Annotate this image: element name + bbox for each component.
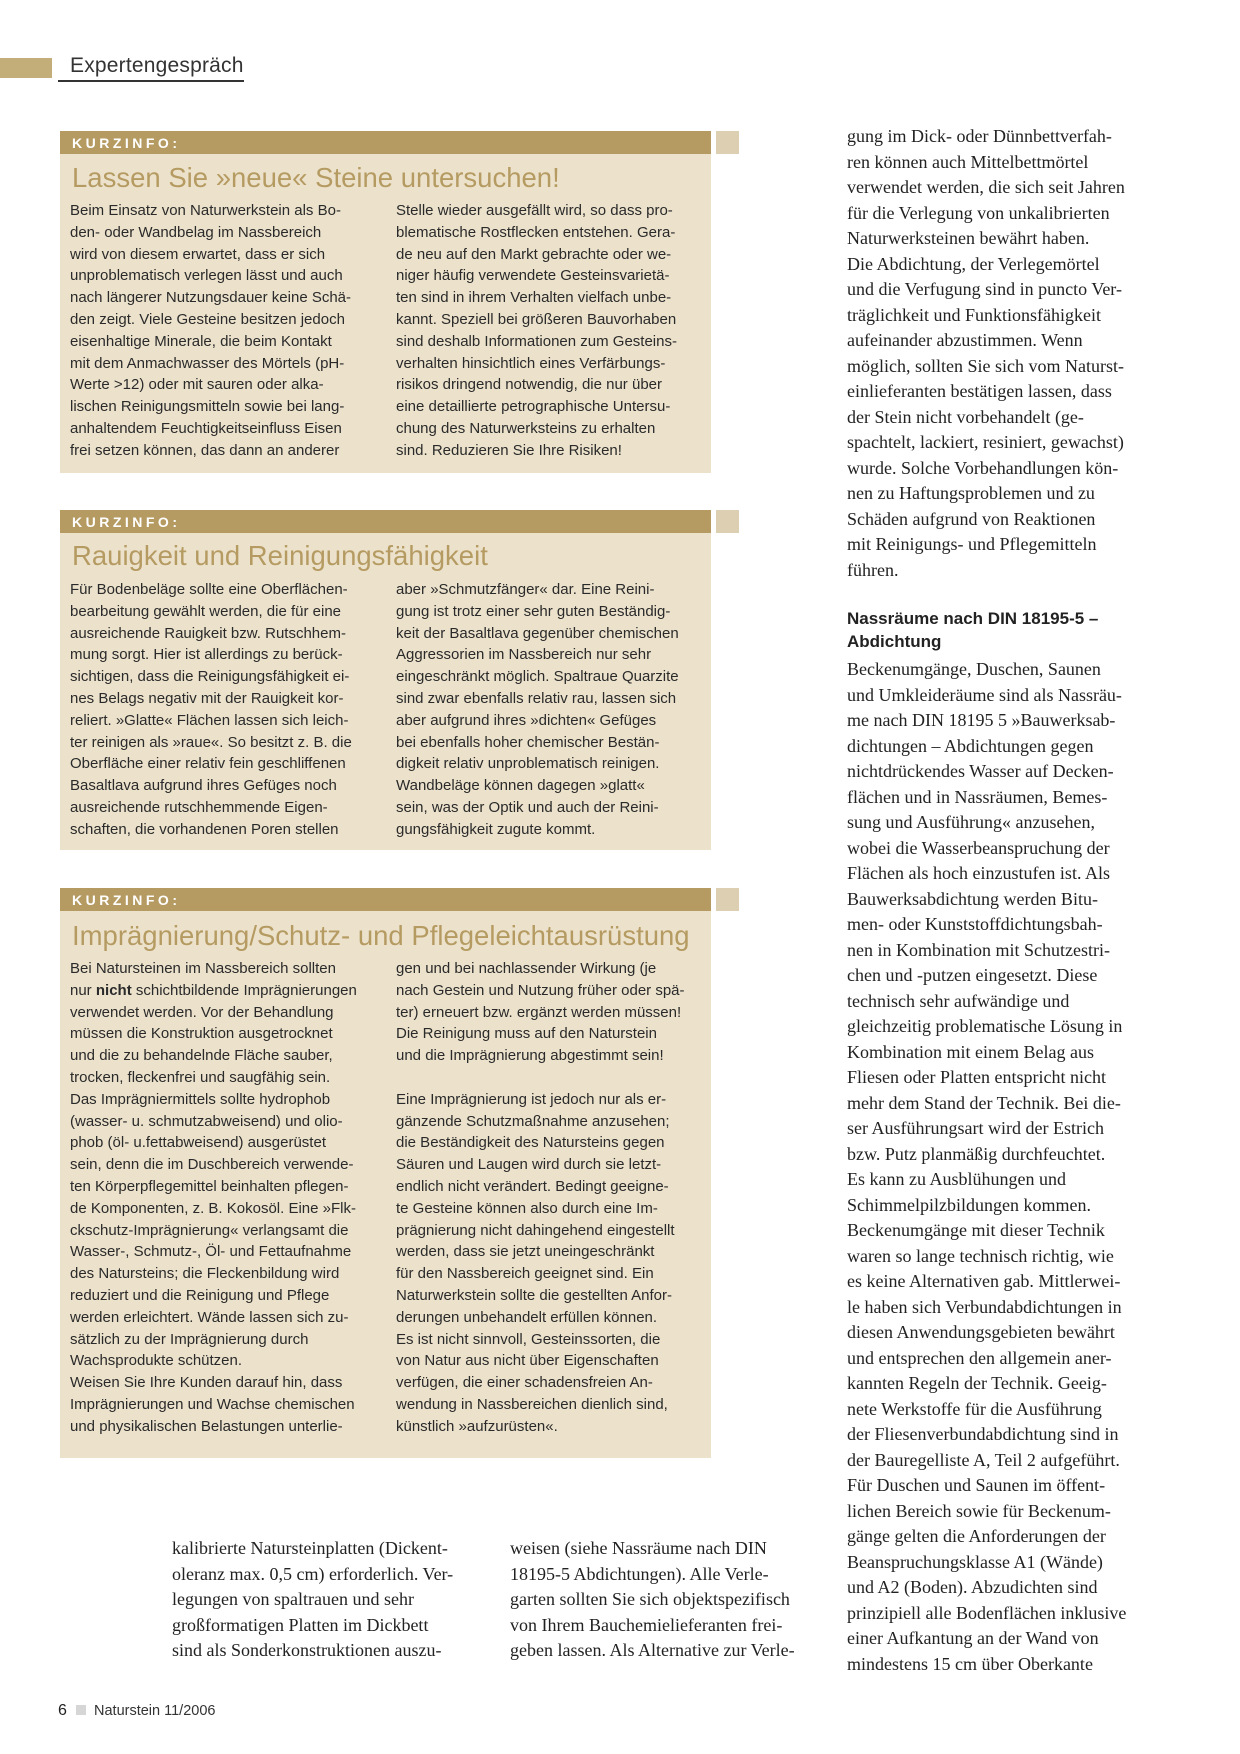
info-box-header [60, 131, 711, 154]
info-box-text-col1: Für Bodenbeläge sollte eine Oberflächen- bearbeitung gewählt werden, die für eine ausreichende Rauigkeit bzw. Rutschhem- mung sorgt. Hier ist allerdings zu berück- sichtigen, dass die Reinigungsfähigkeit ei- nes Belags negativ mit der Rauigkeit kor- reliert. »Glatte« Flächen lassen sich leich- ter reinigen als »raue«. So besitzt z. B. die Oberfläche einer relativ fein geschliffenen Basaltlava aufgrund ihres Gefüges noch ausreichende rutschhemmende Eigen- schaften, die vorhandenen Poren stellen [70, 581, 352, 838]
info-box-title: Rauigkeit und Reinigungsfähigkeit [72, 540, 488, 571]
info-box-header [60, 888, 711, 911]
bottom-body-col2: weisen (siehe Nassräume nach DIN 18195-5 Abdichtungen). Alle Verle- garten sollten Sie sich objektspezifisch von Ihrem Bauchemielieferanten frei- geben lassen. Als Alternative zur Verle- [510, 1538, 795, 1660]
page-number: 6 [58, 1702, 67, 1719]
info-box-1 [60, 131, 711, 473]
col1-emphasis: nicht [95, 981, 132, 999]
col1-text-after: schichtbildende Imprägnierungen verwendet werden. Vor der Behandlung müssen die Konstruktion ausgetrocknet und die zu behandelnde Fläche sauber, trocken, fleckenfrei und saugfähig sein. Das Imprägniermittels sollte hydrophob (wasser- u. schmutzabweisend) und olio- phob (öl- u.fettabweisend) ausgerüstet sein, denn die im Duschbereich verwende- ten Körperpflegemittel beinhalten pflegen- de Komponenten, z. B. Kokosöl. Eine »Flk- ckschutz-Imprägnierung« verlangsamt die Wasser-, Schmutz-, Öl- und Fettaufnahme des Natursteins; die Fleckenbildung wird reduziert und die Reinigung und Pflege werden erleichtert. Wände lassen sich zu- sätzlich zu der Imprägnierung durch Wachsprodukte schützen. Weisen Sie Ihre Kunden darauf hin, dass Imprägnierungen und Wachse chemischen und physikalischen Belastungen unterlie- [70, 981, 357, 1435]
info-box-corner [716, 131, 739, 154]
info-box-2 [60, 510, 711, 850]
info-box-corner [716, 510, 739, 533]
right-column-paragraph-1: gung im Dick- oder Dünnbettverfah- ren können auch Mittelbettmörtel verwendet werden, die sich seit Jahren für die Verlegung von unkalibrierten Naturwerksteinen bewährt haben. Die Abdichtung, der Verlegemörtel und die Verfugung sind in puncto Ver- träglichkeit und Funktionsfähigkeit aufeinander abzustimmen. Wenn möglich, sollten Sie sich vom Naturst- einlieferanten bestätigen lassen, dass der Stein nicht vorbehandelt (ge- spachtelt, lackiert, resiniert, gewachst) wurde. Solche Vorbehandlungen kön- nen zu Haftungsproblemen und zu Schäden aufgrund von Reaktionen mit Reinigungs- und Pflegemitteln führen. [847, 126, 1125, 580]
info-box-text-col2: aber »Schmutzfänger« dar. Eine Reini- gung ist trotz einer sehr guten Beständig- keit der Basaltlava gegenüber chemischen Aggressorien im Nassbereich nur sehr eingeschränkt möglich. Spaltraue Quarzite sind zwar ebenfalls relativ rau, lassen sich aber aufgrund ihres »dichten« Gefüges bei ebenfalls hoher chemischer Bestän- digkeit relativ unproblematisch reinigen. Wandbeläge können dagegen »glatt« sein, was der Optik und auch der Reini- gungsfähigkeit zugute kommt. [396, 581, 679, 838]
info-box-3 [60, 888, 711, 1458]
magazine-issue: Naturstein 11/2006 [94, 1703, 216, 1719]
info-box-title: Imprägnierung/Schutz- und Pflegeleichtausrüstung [72, 920, 690, 951]
info-box-label: KURZINFO: [72, 135, 181, 151]
info-box-text-col2: Stelle wieder ausgefällt wird, so dass pro- blematische Rostflecken entstehen. Gera- de neu auf den Markt gebrachte oder we- niger häufig verwendete Gesteinsvarietä- ten sind in ihrem Verhalten vielfach unbe- kannt. Speziell bei größeren Bauvorhaben sind deshalb Informationen zum Gesteins- verhalten hinsichtlich eines Verfärbungs- risikos dringend notwendig, die nur über eine detaillierte petrographische Untersu- chung des Naturwerksteins zu erhalten sind. Reduzieren Sie Ihre Risiken! [396, 202, 677, 459]
header-accent-bar [0, 58, 52, 78]
bottom-body-col1: kalibrierte Natursteinplatten (Dickent- oleranz max. 0,5 cm) erforderlich. Ver- legungen von spaltrauen und sehr großformatigen Platten im Dickbett sind als Sonderkonstruktionen auszu- [172, 1538, 454, 1660]
info-box-label: KURZINFO: [72, 892, 181, 908]
info-box-title: Lassen Sie »neue« Steine untersuchen! [72, 162, 560, 193]
right-column-subheading: Nassräume nach DIN 18195-5 – Abdichtung [847, 609, 1099, 651]
header-rule [58, 80, 244, 82]
info-box-label: KURZINFO: [72, 514, 181, 530]
footer-square [76, 1705, 86, 1715]
info-box-text-col2: gen und bei nachlassender Wirkung (je nach Gestein und Nutzung früher oder spä- ter) erneuert bzw. ergänzt werden müssen! Die Reinigung muss auf den Naturstein und die Imprägnierung abgestimmt sein! Eine Imprägnierung ist jedoch nur als er- gänzende Schutzmaßnahme anzusehen; die Beständigkeit des Natursteins gegen Säuren und Laugen wird durch sie letzt- endlich nicht verändert. Bedingt geeigne- te Gesteine können also durch eine Im- prägnierung nicht dahingehend eingestellt werden, dass sie jetzt uneingeschränkt für den Nassbereich geeignet sind. Ein Naturwerkstein sollte die gestellten Anfor- derungen unbehandelt erfüllen können. Es ist nicht sinnvoll, Gesteinssorten, die von Natur aus nicht über Eigenschaften verfügen, die einer schadensfreien An- wendung in Nassbereichen dienlich sind, künstlich »aufzurüsten«. [396, 960, 685, 1435]
info-box-text-col1: Beim Einsatz von Naturwerkstein als Bo- den- oder Wandbelag im Nassbereich wird von diesem erwartet, dass er sich unproblematisch verlegen lässt und auch nach längerer Nutzungsdauer keine Schä- den zeigt. Viele Gesteine besitzen jedoch eisenhaltige Minerale, die beim Kontakt mit dem Anmachwasser des Mörtels (pH- Werte >12) oder mit sauren oder alka- lischen Reinigungsmitteln sowie bei lang- anhaltendem Feuchtigkeitseinfluss Eisen frei setzen können, das dann an anderer [70, 202, 352, 459]
section-title: Expertengespräch [70, 54, 244, 77]
info-box-text-col1 [70, 958, 388, 1438]
right-column-paragraph-2: Beckenumgänge, Duschen, Saunen und Umkleideräume sind als Nassräu- me nach DIN 18195 5 »Bauwerksab- dichtungen – Abdichtungen gegen nichtdrückendes Wasser auf Decken- flächen und in Nassräumen, Bemes- sung und Ausführung« anzusehen, wobei die Wasserbeanspruchung der Flächen als hoch einzustufen ist. Als Bauwerksabdichtung werden Bitu- men- oder Kunststoffdichtungsbah- nen in Kombination mit Schutzestri- chen und -putzen eingesetzt. Diese technisch sehr aufwändige und gleichzeitig problematische Lösung in Kombination mit einem Belag aus Fliesen oder Platten entspricht nicht mehr dem Stand der Technik. Bei die- ser Ausführungsart wird der Estrich bzw. Putz planmäßig durchfeuchtet. Es kann zu Ausblühungen und Schimmelpilzbildungen kommen. Beckenumgänge mit dieser Technik waren so lange technisch richtig, wie es keine Alternativen gab. Mittlerwei- le haben sich Verbundabdichtungen in diesen Anwendungsgebieten bewährt und entsprechen den allgemein aner- kannten Regeln der Technik. Geeig- nete Werkstoffe für die Ausführung der Fliesenverbundabdichtung sind in der Bauregelliste A, Teil 2 aufgeführt. Für Duschen und Saunen im öffent- lichen Bereich sowie für Beckenum- gänge gelten die Anforderungen der Beanspruchungsklasse A1 (Wände) und A2 (Boden). Abzudichten sind prinzipiell alle Bodenflächen inklusive einer Aufkantung an der Wand von mindestens 15 cm über Oberkante [847, 659, 1127, 1674]
info-box-corner [716, 888, 739, 911]
col1-text-before: Bei Natursteinen im Nassbereich sollten nur [70, 960, 336, 999]
info-box-header [60, 510, 711, 533]
